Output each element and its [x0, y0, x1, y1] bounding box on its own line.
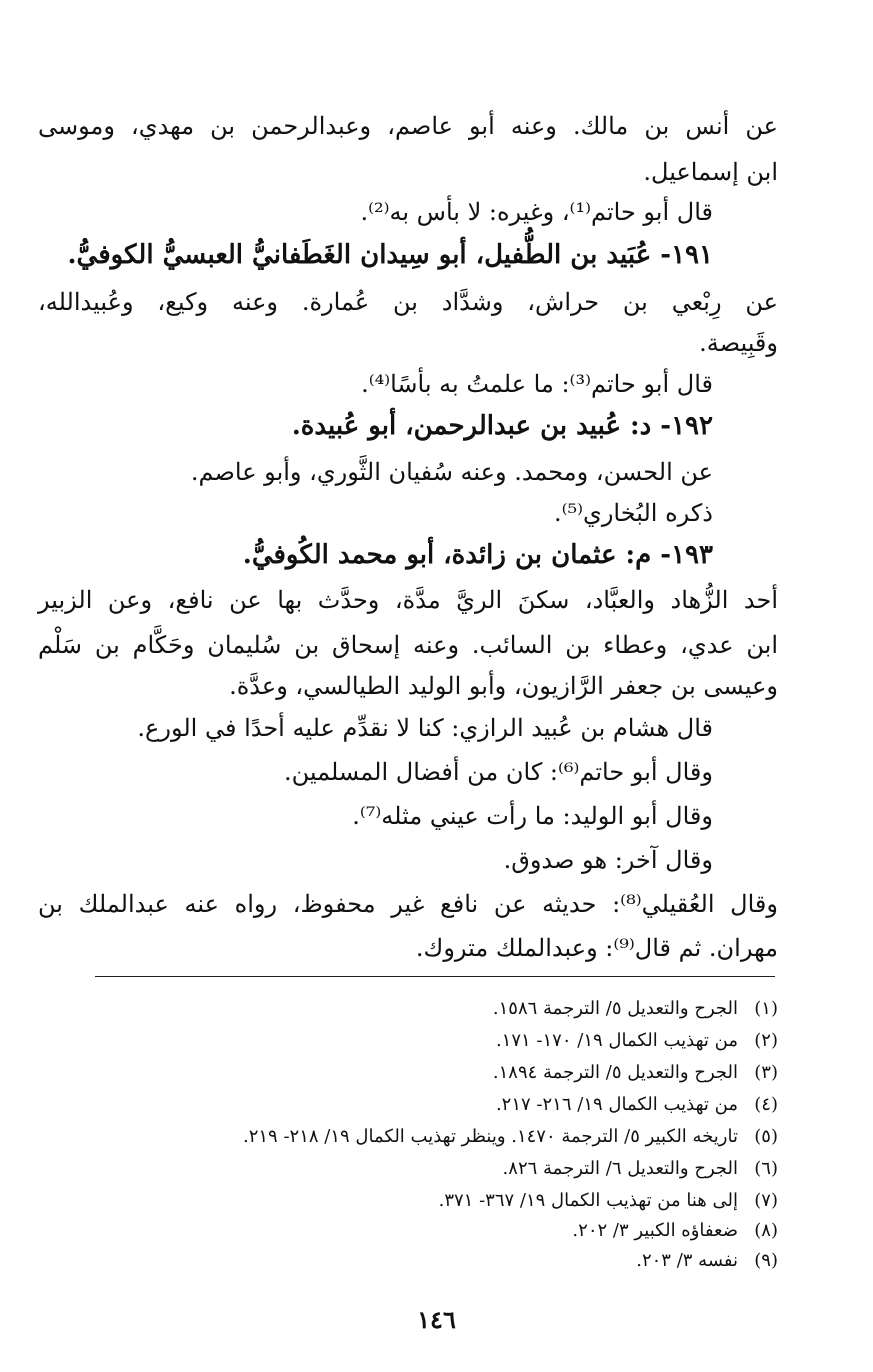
footnote-text: الجرح والتعديل ٥/ الترجمة ١٨٩٤.: [492, 1062, 738, 1083]
entry-heading-192: ١٩٢- د: عُبيد بن عبدالرحمن، أبو عُبيدة.: [291, 411, 713, 441]
entry-heading-191: ١٩١- عُبَيد بن الطُّفيل، أبو سِيدان الغَطَفانيُّ العبسيُّ الكوفيُّ.: [67, 240, 713, 270]
footnote-number: (١): [754, 998, 778, 1019]
footnote-number: (٦): [754, 1158, 778, 1179]
footnote-number: (٩): [754, 1250, 778, 1271]
text-line: ابن عدي، وعطاء بن السائب. وعنه إسحاق بن سُليمان وحَكَّام بن سَلْم: [38, 631, 778, 659]
text-line: عن الحسن، ومحمد. وعنه سُفيان الثَّوري، وأبو عاصم.: [190, 458, 713, 486]
footnote: [496, 1026, 778, 1056]
page-number: ١٤٦: [417, 1305, 456, 1334]
footnote-text: الجرح والتعديل ٥/ الترجمة ١٥٨٦.: [492, 998, 738, 1019]
footnote-number: (٨): [754, 1220, 778, 1241]
text-line: وقَبِيصة.: [699, 329, 778, 357]
text-line: قال أبو حاتم⁽¹⁾، وغيره: لا بأس به⁽²⁾.: [360, 198, 713, 226]
footnote-divider: [95, 976, 775, 977]
text-line: وعيسى بن جعفر الرَّازيون، وأبو الوليد الطيالسي، وعدَّة.: [229, 672, 778, 700]
footnote-number: (٧): [754, 1190, 778, 1211]
footnote-number: (٣): [754, 1062, 778, 1083]
footnote: [493, 994, 778, 1024]
footnote: [496, 1090, 778, 1120]
footnote-number: (٤): [754, 1094, 778, 1115]
text-line: عن رِبْعي بن حراش، وشدَّاد بن عُمارة. وعنه وكيع، وعُبيدالله،: [38, 288, 778, 316]
footnote-number: (٢): [754, 1030, 778, 1051]
footnote-text: ضعفاؤه الكبير ٣/ ٢٠٢.: [572, 1220, 738, 1241]
text-line: قال هشام بن عُبيد الرازي: كنا لا نقدِّم عليه أحدًا في الورع.: [137, 714, 713, 742]
footnote: [439, 1186, 778, 1216]
entry-heading-193: ١٩٣- م: عثمان بن زائدة، أبو محمد الكُوفيُّ.: [242, 540, 713, 570]
footnote: [572, 1216, 778, 1246]
text-line: عن أنس بن مالك. وعنه أبو عاصم، وعبدالرحمن بن مهدي، وموسى: [38, 112, 778, 140]
text-line: وقال آخر: هو صدوق.: [503, 846, 713, 874]
footnote-text: الجرح والتعديل ٦/ الترجمة ٨٢٦.: [502, 1158, 738, 1179]
text-line: مهران. ثم قال⁽⁹⁾: وعبدالملك متروك.: [415, 934, 778, 962]
footnote-text: من تهذيب الكمال ١٩/ ١٧٠- ١٧١.: [495, 1030, 738, 1051]
text-line: وقال أبو حاتم⁽⁶⁾: كان من أفضال المسلمين.: [283, 758, 713, 786]
footnote: [243, 1122, 778, 1152]
text-line: أحد الزُّهاد والعبَّاد، سكنَ الريَّ مدَّة، وحدَّث بها عن نافع، وعن الزبير: [38, 586, 778, 614]
text-line: قال أبو حاتم⁽³⁾: ما علمتُ به بأسًا⁽⁴⁾.: [361, 370, 713, 398]
footnote-text: تاريخه الكبير ٥/ الترجمة ١٤٧٠. وينظر تهذيب الكمال ١٩/ ٢١٨- ٢١٩.: [242, 1126, 738, 1147]
text-line: ذكره البُخاري⁽⁵⁾.: [553, 499, 713, 527]
text-line: وقال العُقيلي⁽⁸⁾: حديثه عن نافع غير محفوظ، رواه عنه عبدالملك بن: [38, 890, 778, 918]
text-line: وقال أبو الوليد: ما رأت عيني مثله⁽⁷⁾.: [352, 802, 713, 830]
footnote-number: (٥): [754, 1126, 778, 1147]
footnote: [493, 1058, 778, 1088]
text-line: ابن إسماعيل.: [643, 158, 778, 186]
footnote: [636, 1246, 778, 1276]
footnote-text: من تهذيب الكمال ١٩/ ٢١٦- ٢١٧.: [495, 1094, 738, 1115]
footnote: [503, 1154, 778, 1184]
footnote-text: نفسه ٣/ ٢٠٣.: [636, 1250, 738, 1271]
footnote-text: إلى هنا من تهذيب الكمال ١٩/ ٣٦٧- ٣٧١.: [438, 1190, 738, 1211]
